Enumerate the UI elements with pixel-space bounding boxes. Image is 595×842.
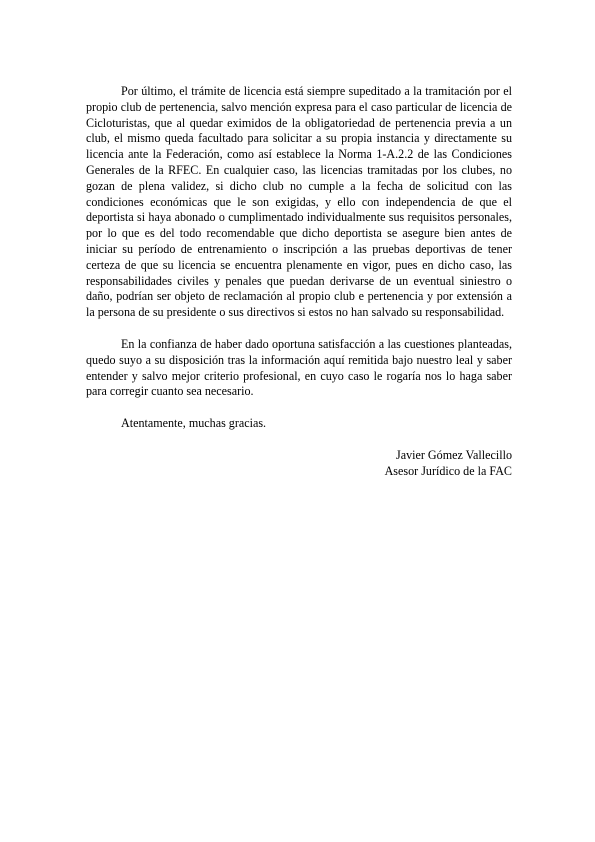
signature-name: Javier Gómez Vallecillo xyxy=(396,447,512,462)
letter-body xyxy=(86,84,512,480)
paragraph-license-procedure: Por último, el trámite de licencia está siempre supeditado a la tramitación por el propio club de pertenencia, salvo mención expresa para el caso particular de licencia de Cicloturistas, que al quedar eximidos de la obligatoriedad de pertenencia previa a un club, el mismo queda facultado para solicitar a su propia instancia y directamente su licencia ante la Federación, como así establece la Norma 1-A.2.2 de las Condiciones Generales de la RFEC. En cualquier caso, las licencias tramitadas por los clubes, no gozan de plena validez, si dicho club no cumple a la fecha de solicitud con las condiciones económicas que le son exigidas, y ello con independencia de que el deportista si haya abonado o cumplimentado individualmente sus requisitos personales, por lo que es del todo recomendable que dicho deportista se asegure bien antes de iniciar su período de entrenamiento o inscripción a las pruebas deportivas de tener certeza de que su licencia se encuentra plenamente en vigor, pues en dicho caso, las responsabilidades civiles y penales que puedan derivarse de un eventual siniestro o daño, podrían ser objeto de reclamación al propio club e pertenencia y por extensión a la persona de su presidente o sus directivos si estos no han salvado su responsabilidad. xyxy=(86,84,512,320)
signature-block xyxy=(86,448,512,480)
paragraph-closing-remarks: En la confianza de haber dado oportuna satisfacción a las cuestiones planteadas, quedo suyo a su disposición tras la información aquí remitida bajo nuestro leal y saber entender y salvo mejor criterio profesional, en cuyo caso le rogaría nos lo haga saber para corregir cuanto sea necesario. xyxy=(86,336,512,399)
closing-salutation: Atentamente, muchas gracias. xyxy=(121,416,267,431)
signature-title: Asesor Jurídico de la FAC xyxy=(384,463,512,478)
